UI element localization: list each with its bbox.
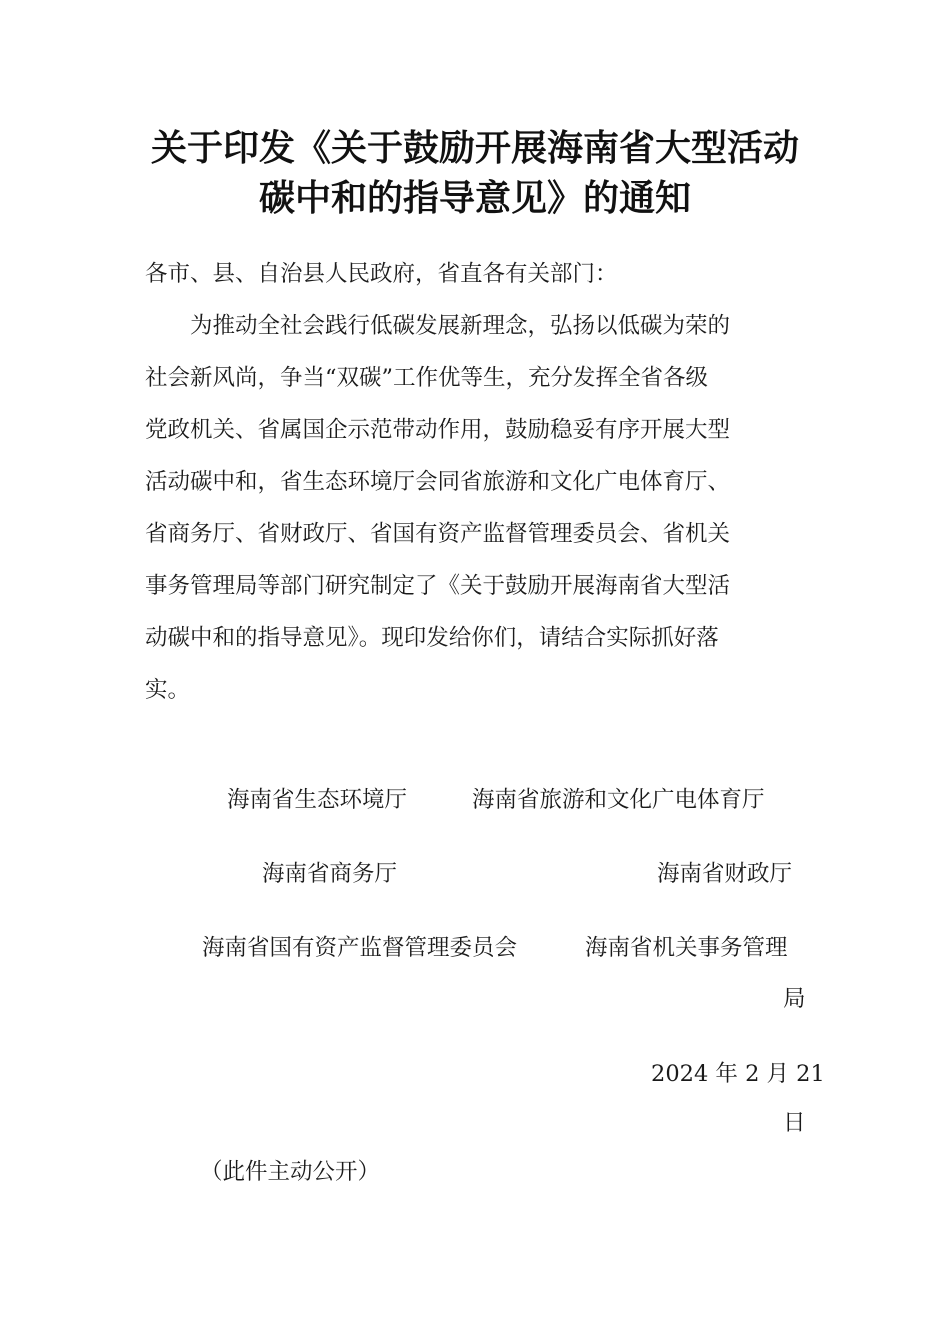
salutation: 各市、县、自治县人民政府，省直各有关部门： <box>145 261 618 287</box>
disclosure-note: （此件主动公开） <box>200 1159 381 1185</box>
signatory-ecology-environment: 海南省生态环境厅 <box>227 787 408 813</box>
document-title-line-2: 碳中和的指导意见》的通知 <box>258 177 691 219</box>
signatory-finance: 海南省财政厅 <box>657 861 793 887</box>
document-title-line-1: 关于印发《关于鼓励开展海南省大型活动 <box>150 127 799 169</box>
body-line: 为推动全社会践行低碳发展新理念，弘扬以低碳为荣的 <box>190 313 731 339</box>
body-line: 省商务厅、省财政厅、省国有资产监督管理委员会、省机关 <box>145 521 731 547</box>
signatory-commerce: 海南省商务厅 <box>262 861 398 887</box>
signatory-government-offices-cont: 局 <box>783 986 806 1012</box>
body-line: 实。 <box>145 677 191 703</box>
signatory-sasac: 海南省国有资产监督管理委员会 <box>202 935 518 961</box>
issue-date-cont: 日 <box>783 1110 806 1136</box>
body-line: 社会新风尚，争当“双碳”工作优等生，充分发挥全省各级 <box>145 365 709 391</box>
body-line: 活动碳中和，省生态环境厅会同省旅游和文化广电体育厅、 <box>145 469 731 495</box>
body-line: 动碳中和的指导意见》。现印发给你们，请结合实际抓好落 <box>145 625 719 651</box>
body-line: 事务管理局等部门研究制定了《关于鼓励开展海南省大型活 <box>145 573 731 599</box>
issue-date: 2024 年 2 月 21 <box>651 1061 825 1087</box>
signatory-tourism-culture: 海南省旅游和文化广电体育厅 <box>472 787 765 813</box>
body-line: 党政机关、省属国企示范带动作用，鼓励稳妥有序开展大型 <box>145 417 731 443</box>
signatory-government-offices: 海南省机关事务管理 <box>585 935 788 961</box>
